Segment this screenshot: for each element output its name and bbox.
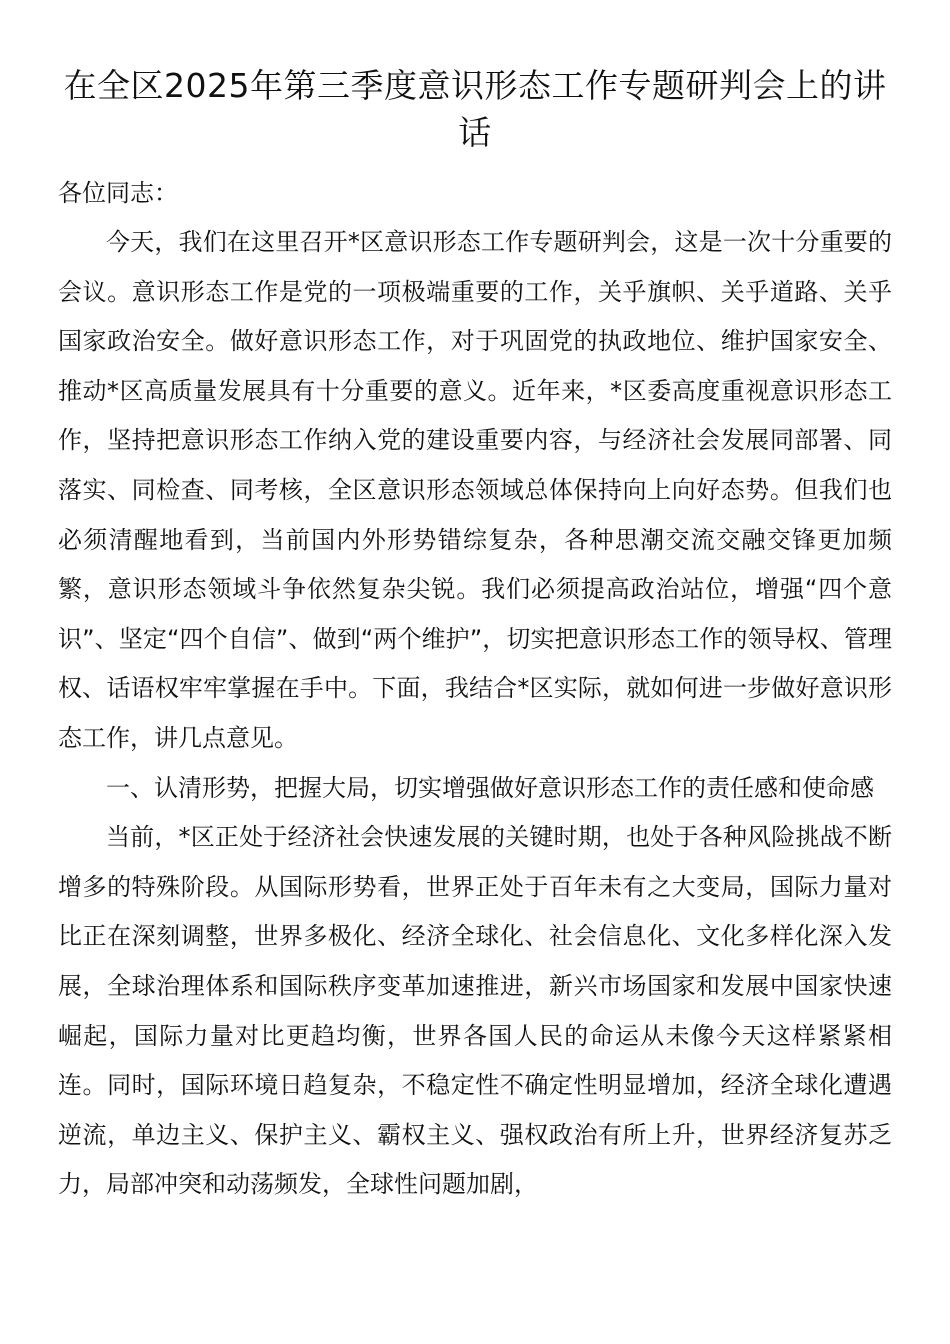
section-paragraph: 当前，*区正处于经济社会快速发展的关键时期，也处于各种风险挑战不断增多的特殊阶段。从国际形势看，世界正处于百年未有之大变局，国际力量对比正在深刻调整，世界多极化、经济全球化、社会信息化、文化多样化深入发展，全球治理体系和国际秩序变革加速推进，新兴市场国家和发展中国家快速崛起，国际力量对比更趋均衡，世界各国人民的命运从未像今天这样紧紧相连。同时，国际环境日趋复杂，不稳定性不确定性明显增加，经济全球化遭遇逆流，单边主义、保护主义、霸权主义、强权政治有所上升，世界经济复苏乏力，局部冲突和动荡频发，全球性问题加剧，: [58, 823, 892, 1199]
intro-paragraph: 今天，我们在这里召开*区意识形态工作专题研判会，这是一次十分重要的会议。意识形态工作是党的一项极端重要的工作，关乎旗帜、关乎道路、关乎国家政治安全。做好意识形态工作，对于巩固党的执政地位、维护国家安全、推动*区高质量发展具有十分重要的意义。近年来，*区委高度重视意识形态工作，坚持把意识形态工作纳入党的建设重要内容，与经济社会发展同部署、同落实、同检查、同考核，全区意识形态领域总体保持向上向好态势。但我们也必须清醒地看到，当前国内外形势错综复杂，各种思潮交流交融交锋更加频繁，意识形态领域斗争依然复杂尖锐。我们必须提高政治站位，增强“四个意识”、坚定“四个自信”、做到“两个维护”，切实把意识形态工作的领导权、管理权、话语权牢牢掌握在手中。下面，我结合*区实际，就如何进一步做好意识形态工作，讲几点意见。: [58, 228, 892, 752]
section-heading: 一、认清形势，把握大局，切实增强做好意识形态工作的责任感和使命感: [106, 773, 874, 802]
document-title: 在全区2025年第三季度意识形态工作专题研判会上的讲话: [63, 66, 887, 152]
greeting: 各位同志：: [58, 179, 178, 207]
